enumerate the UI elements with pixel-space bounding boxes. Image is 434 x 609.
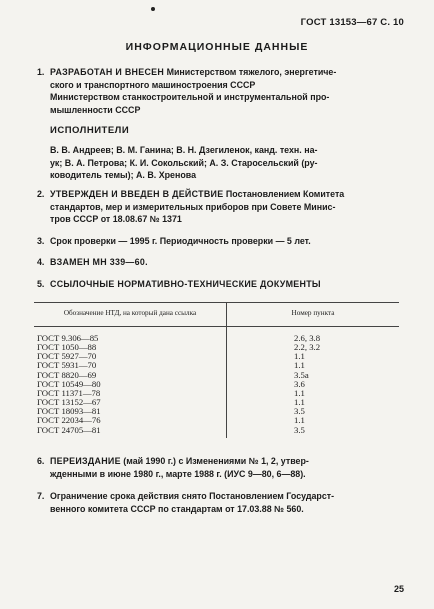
cell-clause: 3.6 [294, 378, 305, 389]
executors-list [50, 144, 404, 182]
executors-line: ук; В. А. Петрова; К. И. Сокольский; А. З. Старосельский (ру- [50, 157, 318, 168]
executors-line: ководитель темы); А. В. Хренова [50, 170, 197, 180]
section-2 [37, 188, 404, 226]
table-row [34, 327, 399, 344]
section-number: 4. [37, 257, 45, 267]
section-caps: ПЕРЕИЗДАНИЕ [50, 456, 121, 466]
section-caps: РАЗРАБОТАН И ВНЕСЕН [50, 67, 165, 77]
cell-standard: ГОСТ 8820—69 [34, 371, 227, 380]
section-caps: УТВЕРЖДЕН И ВВЕДЕН В ДЕЙСТВИЕ [50, 189, 224, 199]
cell-standard: ГОСТ 22034—76 [34, 416, 227, 425]
section-text: Министерством станкостроительной и инструментальной про- [50, 92, 330, 102]
section-number: 2. [37, 189, 45, 199]
section-7 [37, 490, 404, 515]
section-4 [37, 256, 404, 269]
cell-standard: ГОСТ 1050—88 [34, 343, 227, 352]
cell-standard: ГОСТ 10549—80 [34, 380, 227, 389]
cell-standard: ГОСТ 18093—81 [34, 407, 227, 416]
table-row [34, 426, 399, 438]
section-text: Ограничение срока действия снято Постановлением Государст- [50, 491, 335, 501]
references-table [34, 302, 399, 438]
section-text: Постановлением Комитета [225, 189, 345, 199]
section-number: 1. [37, 67, 45, 77]
cell-clause: 1.1 [294, 360, 305, 371]
section-text: венного комитета СССР по стандартам от 17.03.88 № 560. [50, 503, 304, 514]
page-title: ИНФОРМАЦИОННЫЕ ДАННЫЕ [125, 41, 309, 53]
cell-standard: ГОСТ 11371—78 [34, 389, 227, 398]
table-header-designation: Обозначение НТД, на который дана ссылка [34, 303, 227, 327]
cell-clause: 3.5 [294, 406, 305, 417]
section-6 [37, 455, 404, 480]
cell-standard: ГОСТ 24705—81 [34, 426, 227, 438]
section-text: ского и транспортного машиностроения СССР [50, 79, 256, 90]
section-text: тров СССР от 18.08.67 № 1371 [50, 214, 182, 224]
section-1 [37, 66, 404, 116]
cell-standard: ГОСТ 5927—70 [34, 352, 227, 361]
standard-code-header: ГОСТ 13153—67 С. 10 [300, 17, 404, 28]
cell-clause: 1.1 [294, 387, 305, 398]
cell-clause: 1.1 [294, 351, 305, 362]
section-number: 7. [37, 491, 45, 501]
cell-clause: 2.2, 3.2 [294, 342, 321, 353]
cell-clause: 1.1 [294, 397, 305, 408]
executors-line: В. В. Андреев; В. М. Ганина; В. Н. Дзегиленок, канд. техн. на- [50, 145, 318, 155]
section-text: (май 1990 г.) с Изменениями № 1, 2, утвер- [123, 456, 309, 466]
cell-clause: 2.6, 3.8 [294, 333, 321, 343]
cell-standard: ГОСТ 13152—67 [34, 398, 227, 407]
section-text: Министерством тяжелого, энергетиче- [166, 67, 337, 77]
section-number: 3. [37, 236, 45, 246]
executors-heading: ИСПОЛНИТЕЛИ [50, 125, 130, 136]
table-body [34, 327, 399, 438]
section-text: мышленности СССР [50, 104, 141, 115]
section-number: 5. [37, 279, 45, 289]
cell-standard: ГОСТ 5931—70 [34, 361, 227, 370]
section-text: жденными в июне 1980 г., марте 1988 г. (ИУС 9—80, 6—88). [50, 468, 306, 479]
section-3 [37, 235, 404, 248]
section-text: ССЫЛОЧНЫЕ НОРМАТИВНО-ТЕХНИЧЕСКИЕ ДОКУМЕНТЫ [50, 279, 321, 289]
section-5 [37, 278, 404, 291]
cell-standard: ГОСТ 9.306—85 [34, 327, 227, 344]
cell-clause: 3.5а [294, 369, 309, 380]
section-text: Срок проверки — 1995 г. Периодичность проверки — 5 лет. [50, 236, 311, 246]
page-number: 25 [393, 584, 404, 594]
section-number: 6. [37, 456, 45, 466]
section-text: стандартов, мер и измерительных приборов при Совете Минис- [50, 201, 336, 212]
section-text: ВЗАМЕН МН 339—60. [50, 257, 148, 267]
cell-clause: 3.5 [294, 424, 305, 435]
scan-mark [151, 7, 155, 11]
cell-clause: 1.1 [294, 415, 305, 426]
table-header-clause: Номер пункта [227, 303, 400, 327]
